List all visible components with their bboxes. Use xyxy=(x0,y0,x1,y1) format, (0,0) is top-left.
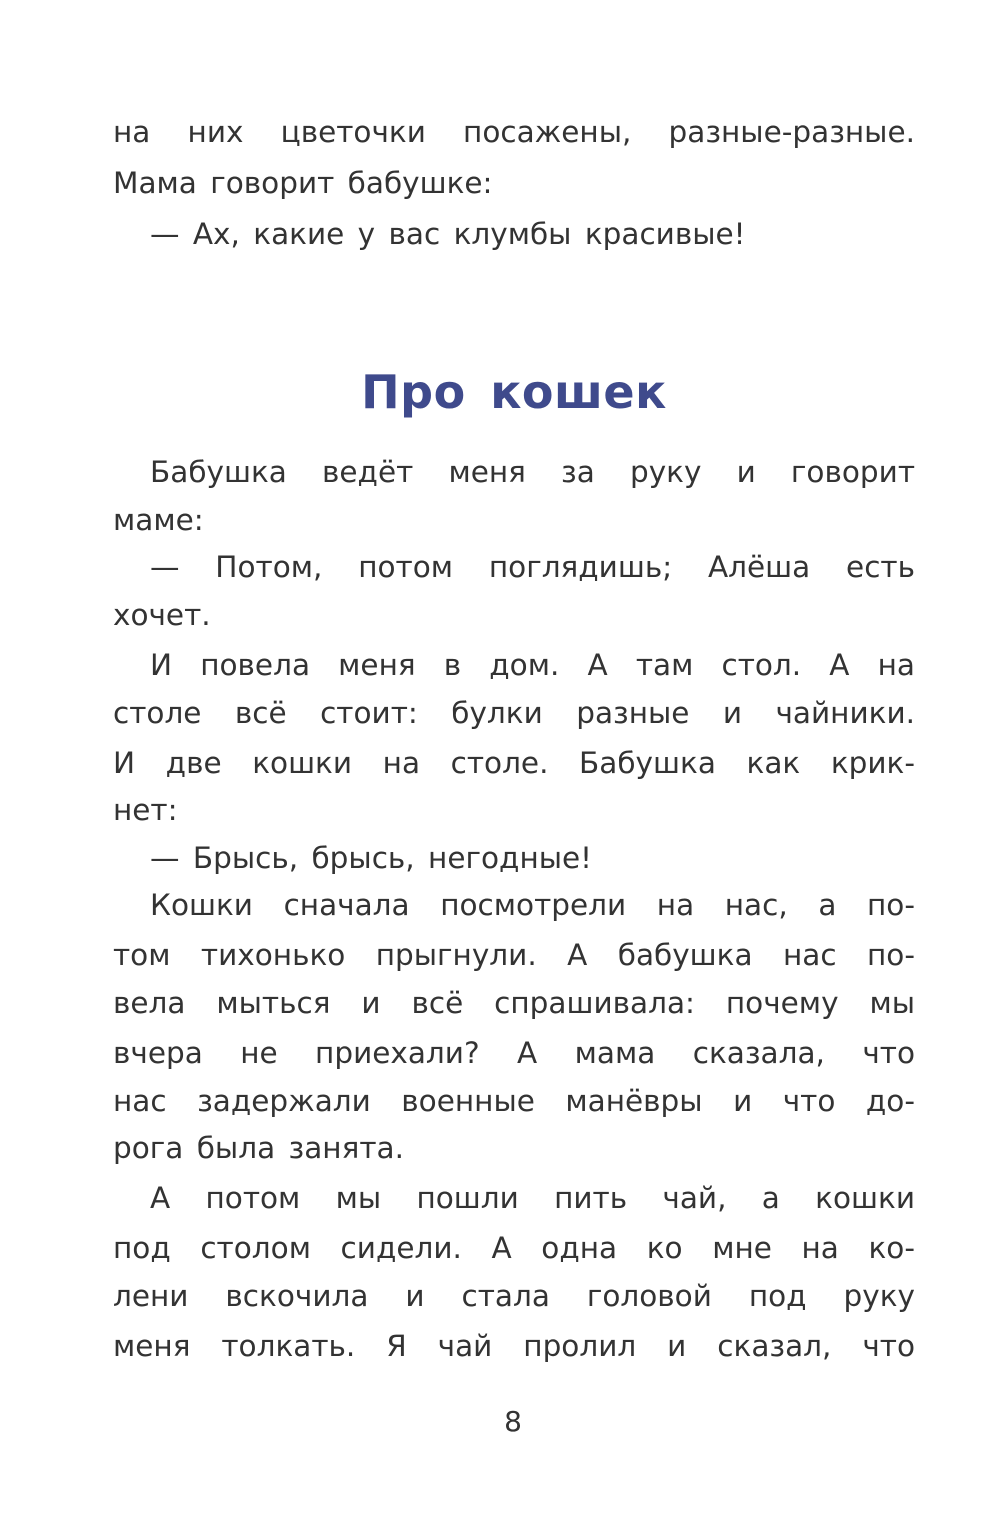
text-line: нас задержали военные манёвры и что до- xyxy=(113,1084,915,1118)
text-line: том тихонько прыгнули. А бабушка нас по- xyxy=(113,938,915,972)
text-line: вела мыться и всё спрашивала: почему мы xyxy=(113,986,915,1020)
text-line: И повела меня в дом. А там стол. А на xyxy=(150,648,915,682)
text-line: И две кошки на столе. Бабушка как крик- xyxy=(113,746,915,780)
text-line: вчера не приехали? А мама сказала, что xyxy=(113,1036,915,1070)
text-line: А потом мы пошли пить чай, а кошки xyxy=(150,1181,915,1215)
text-line: на них цветочки посажены, разные-разные. xyxy=(113,115,915,149)
text-line: — Брысь, брысь, негодные! xyxy=(150,841,592,875)
text-line: — Ах, какие у вас клумбы красивые! xyxy=(150,217,746,251)
text-line: Мама говорит бабушке: xyxy=(113,166,493,200)
text-line: Кошки сначала посмотрели на нас, а по- xyxy=(150,888,915,922)
chapter-title: Про кошек xyxy=(361,365,667,419)
text-line: хочет. xyxy=(113,598,211,632)
text-line: меня толкать. Я чай пролил и сказал, что xyxy=(113,1329,915,1363)
text-line: Бабушка ведёт меня за руку и говорит xyxy=(150,455,915,489)
text-line: лени вскочила и стала головой под руку xyxy=(113,1279,915,1313)
text-line: — Потом, потом поглядишь; Алёша есть xyxy=(150,550,915,584)
text-line: столе всё стоит: булки разные и чайники. xyxy=(113,696,915,730)
text-line: маме: xyxy=(113,503,204,537)
text-line: рога была занята. xyxy=(113,1131,404,1165)
text-line: нет: xyxy=(113,793,178,827)
page-number: 8 xyxy=(504,1405,522,1438)
text-line: под столом сидели. А одна ко мне на ко- xyxy=(113,1231,915,1265)
